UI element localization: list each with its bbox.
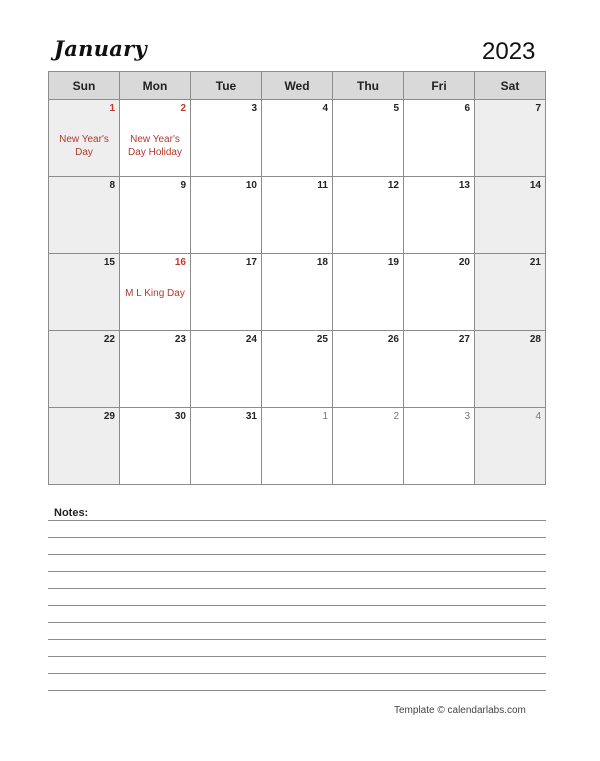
day-number: 18 (316, 257, 328, 268)
footer-credit: Template © calendarlabs.com (394, 705, 526, 716)
week-row (49, 408, 546, 485)
weekday-header: Sun (49, 72, 120, 100)
day-cell[interactable] (191, 100, 262, 177)
notes-line[interactable] (48, 554, 546, 555)
day-cell[interactable] (262, 331, 333, 408)
notes-line[interactable] (48, 639, 546, 640)
notes-label: Notes: (54, 507, 89, 519)
notes-line[interactable] (48, 656, 546, 657)
day-cell[interactable] (49, 177, 120, 254)
day-number: 12 (387, 180, 399, 191)
holiday-label: New Year's Day Holiday (128, 134, 182, 158)
day-cell[interactable] (333, 254, 404, 331)
day-number: 4 (535, 411, 541, 422)
holiday-label: New Year's Day (59, 134, 109, 158)
day-cell[interactable] (49, 331, 120, 408)
week-row (49, 100, 546, 177)
day-number: 25 (316, 334, 328, 345)
day-number: 5 (393, 103, 399, 114)
day-number: 20 (458, 257, 470, 268)
day-cell[interactable] (191, 331, 262, 408)
day-number: 3 (464, 411, 470, 422)
day-number: 30 (174, 411, 186, 422)
day-number: 14 (529, 180, 541, 191)
day-cell[interactable] (475, 254, 546, 331)
day-cell[interactable] (120, 331, 191, 408)
day-number: 2 (180, 103, 186, 114)
week-row (49, 254, 546, 331)
weekday-header: Mon (120, 72, 191, 100)
month-title: January (54, 36, 148, 61)
day-number: 15 (103, 257, 115, 268)
year-title: 2023 (482, 38, 536, 65)
notes-line[interactable] (48, 588, 546, 589)
day-number: 13 (458, 180, 470, 191)
day-cell[interactable] (404, 408, 475, 485)
day-cell[interactable] (120, 177, 191, 254)
weekday-header: Sat (475, 72, 546, 100)
weekday-header: Wed (262, 72, 333, 100)
day-cell[interactable] (120, 408, 191, 485)
day-number: 1 (109, 103, 115, 114)
day-cell[interactable] (333, 177, 404, 254)
day-cell[interactable] (475, 408, 546, 485)
notes-line[interactable] (48, 605, 546, 606)
day-cell[interactable] (49, 254, 120, 331)
calendar-grid (48, 71, 546, 485)
day-number: 8 (109, 180, 115, 191)
notes-line[interactable] (48, 622, 546, 623)
day-number: 9 (180, 180, 186, 191)
weekday-header: Thu (333, 72, 404, 100)
notes-line[interactable] (48, 690, 546, 691)
day-number: 2 (393, 411, 399, 422)
day-number: 6 (464, 103, 470, 114)
holiday-label: M L King Day (125, 288, 185, 299)
weekday-header-row (49, 72, 546, 100)
day-cell[interactable] (191, 177, 262, 254)
day-cell[interactable] (191, 408, 262, 485)
day-number: 23 (174, 334, 186, 345)
notes-line[interactable] (48, 520, 546, 521)
day-number: 1 (322, 411, 328, 422)
day-cell[interactable] (49, 100, 120, 177)
day-cell[interactable] (191, 254, 262, 331)
day-cell[interactable] (262, 177, 333, 254)
day-cell[interactable] (404, 331, 475, 408)
day-cell[interactable] (333, 100, 404, 177)
day-number: 28 (529, 334, 541, 345)
weekday-header: Fri (404, 72, 475, 100)
day-number: 31 (245, 411, 257, 422)
week-row (49, 177, 546, 254)
day-number: 3 (251, 103, 257, 114)
day-number: 17 (245, 257, 257, 268)
week-row (49, 331, 546, 408)
day-cell[interactable] (404, 100, 475, 177)
weekday-header: Tue (191, 72, 262, 100)
day-number: 4 (322, 103, 328, 114)
day-cell[interactable] (262, 100, 333, 177)
day-cell[interactable] (262, 408, 333, 485)
day-number: 7 (535, 103, 541, 114)
notes-line[interactable] (48, 571, 546, 572)
day-number: 19 (387, 257, 399, 268)
day-number: 29 (103, 411, 115, 422)
day-cell[interactable] (120, 254, 191, 331)
day-cell[interactable] (404, 254, 475, 331)
day-number: 16 (174, 257, 186, 268)
day-cell[interactable] (120, 100, 191, 177)
day-number: 21 (529, 257, 541, 268)
day-cell[interactable] (262, 254, 333, 331)
day-number: 11 (317, 180, 328, 191)
day-cell[interactable] (475, 100, 546, 177)
notes-line[interactable] (48, 537, 546, 538)
day-cell[interactable] (333, 331, 404, 408)
day-number: 22 (103, 334, 115, 345)
notes-line[interactable] (48, 673, 546, 674)
day-cell[interactable] (475, 331, 546, 408)
day-number: 26 (387, 334, 399, 345)
day-cell[interactable] (475, 177, 546, 254)
day-cell[interactable] (333, 408, 404, 485)
day-number: 24 (245, 334, 257, 345)
day-number: 10 (245, 180, 257, 191)
day-number: 27 (458, 334, 470, 345)
day-cell[interactable] (49, 408, 120, 485)
day-cell[interactable] (404, 177, 475, 254)
